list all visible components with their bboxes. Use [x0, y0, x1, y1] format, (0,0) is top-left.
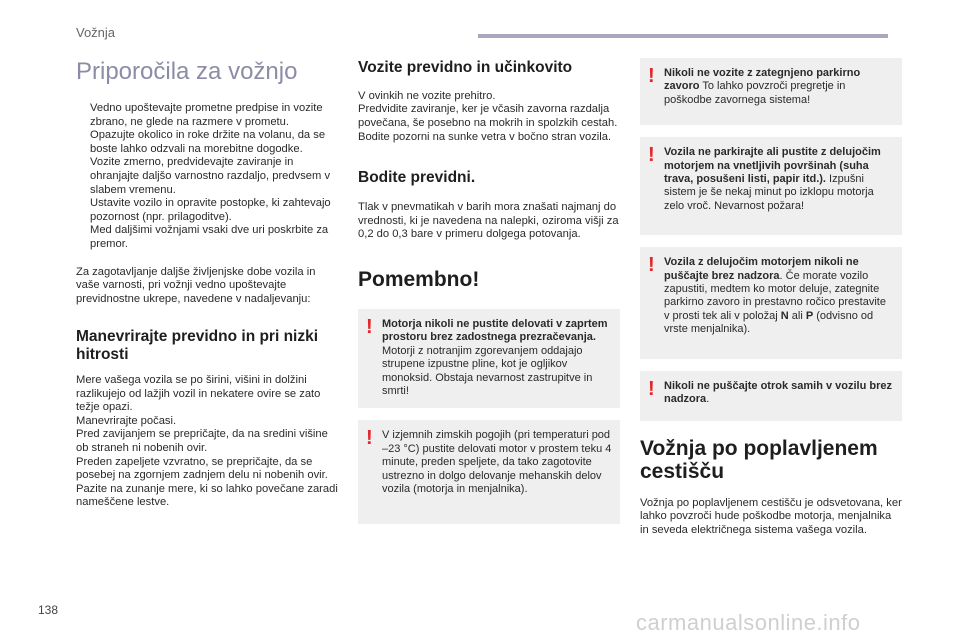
column-3 [640, 54, 902, 537]
list-item: Med daljšimi vožnjami vsaki dve uri poskrbite za premor. [90, 224, 329, 250]
section-title-flooded-road: Vožnja po poplavljenem cestišču [640, 436, 878, 483]
warning-icon: ! [648, 254, 655, 277]
list-item: Ustavite vozilo in opravite postopke, ki zahtevajo pozornost (npr. prilagoditve). [90, 197, 331, 223]
page-title: Priporočila za vožnjo [76, 58, 298, 85]
warning-box: ! Nikoli ne puščajte otrok samih v vozilu brez nadzora. [640, 371, 902, 421]
important-title: Pomembno! [358, 267, 480, 291]
list-item: Vedno upoštevajte prometne predpise in vozite zbrano, ne glede na razmere v prometu. [90, 102, 323, 128]
column-1 [76, 54, 338, 510]
warning-icon: ! [648, 377, 655, 400]
column-2 [358, 54, 620, 524]
warning-icon: ! [648, 65, 655, 87]
section-text-flooded-road: Vožnja po poplavljenem cestišču je odsvetovana, ker lahko povzroči hude poškodbe motorja, menjalnika in seveda električnega sistema vašega vozila. [640, 496, 902, 536]
warning-box: ! V izjemnih zimskih pogojih (pri temperaturi pod –23 °C) pustite delovati motor v prostem teku 4 minute, preden speljete, da tako zagotovite ustrezno in dolgo delovanje mehanskih delov vozila (motorja in menjalnika). [358, 420, 620, 524]
warning-box: ! Motorja nikoli ne pustite delovati v zaprtem prostoru brez zadostnega prezračevanja. Motorji z notranjim zgorevanjem oddajajo strupene izpustne pline, kot je ogljikov monoksid. Obstaja nevarnost zastrupitve in smrti! [358, 309, 620, 408]
warning-box: ! Vozila ne parkirajte ali pustite z delujočim motorjem na vnetljivih površinah (suha trava, posušeni listi, papir itd.). Izpušni sistem je še nekaj minut po izklopu motorja zelo vroč. Nevarnost požara! [640, 137, 902, 235]
section-text-maneuver: Mere vašega vozila se po širini, višini in dolžini razlikujejo od lažjih vozil in nekatere ovire se zato težje opazi. Manevrirajte počasi. Pred zavijanjem se prepričajte, da na sredini višine ob straneh ni nobenih ovir. Preden zapeljete vzvratno, se prepričajte, da se posebej na zgornjem zadnjem delu ni nobenih ovir. Pazite na zunanje mere, ki so lahko povečane zaradi nameščene lestve. [76, 373, 338, 509]
list-item: Vozite zmerno, predvidevajte zaviranje in ohranjajte daljšo varnostno razdaljo, predvsem v slabem vremenu. [90, 156, 331, 196]
section-text-drive-carefully: V ovinkih ne vozite prehitro. Predvidite zaviranje, ker je včasih zavorna razdalja povečana, še posebno na mokrih in spolzkih cestah. Bodite pozorni na sunke vetra v bočno stran vozila. [358, 89, 618, 143]
section-text-be-careful: Tlak v pnevmatikah v barih mora znašati najmanj do vrednosti, ki je navedena na nalepki, oziroma višji za 0,2 do 0,3 bare v primeru dolgega potovanja. [358, 201, 619, 241]
section-title-maneuver: Manevrirajte previdno in pri nizki hitrosti [76, 328, 319, 364]
list-item: Opazujte okolico in roke držite na volanu, da se boste lahko odzvali na morebitne dogodke. [90, 129, 326, 155]
warning-box: ! Nikoli ne vozite z zategnjeno parkirno zavoro To lahko povzroči pregretje in poškodbe zavornega sistema! [640, 58, 902, 125]
watermark: carmanualsonline.info [636, 610, 861, 635]
recommendations-list [76, 102, 338, 252]
warning-box: ! Vozila z delujočim motorjem nikoli ne puščajte brez nadzora. Če morate vozilo zapustiti, medtem ko motor deluje, zategnite parkirno zavoro in prestavno ročico prestavite v prosti tek ali v položaj N ali P (odvisno od vrste menjalnika). [640, 247, 902, 358]
warning-icon: ! [366, 315, 373, 338]
section-header-label: Vožnja [76, 25, 116, 40]
section-title-drive-carefully: Vozite previdno in učinkovito [358, 59, 573, 76]
warning-icon: ! [648, 144, 655, 167]
section-title-be-careful: Bodite previdni. [358, 169, 476, 187]
warning-icon: ! [366, 427, 373, 450]
header-divider-bar [478, 34, 888, 38]
page-number: 138 [38, 603, 59, 617]
intro-paragraph: Za zagotavljanje daljše življenjske dobe vozila in vaše varnosti, pri vožnji vedno upoštevajte previdnostne ukrepe, navedene v nadaljevanju: [76, 265, 316, 305]
